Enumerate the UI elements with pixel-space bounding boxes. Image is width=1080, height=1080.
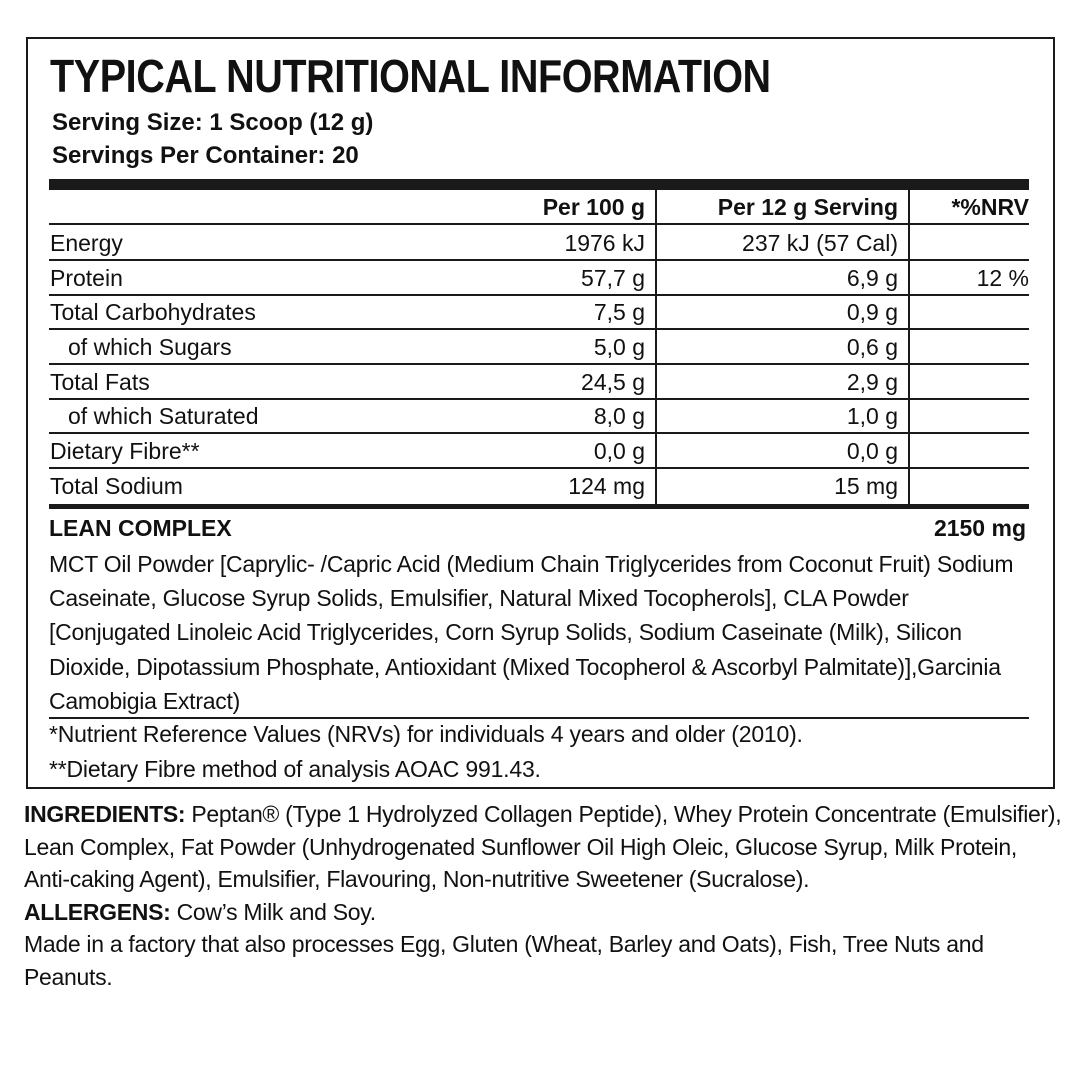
per-100g-value: 8,0 g xyxy=(593,403,645,429)
ingredients-paragraph xyxy=(24,798,1064,896)
lean-complex-amount: 2150 mg xyxy=(933,515,1026,541)
per-100g-value: 1976 kJ xyxy=(564,230,645,256)
top-thick-rule xyxy=(49,179,1029,190)
table-row xyxy=(49,434,1029,469)
table-header-row xyxy=(49,190,1029,225)
per-100g-value: 0,0 g xyxy=(593,438,645,464)
per-100g-value: 124 mg xyxy=(568,473,645,499)
nutrient-name: Total Sodium xyxy=(50,473,183,499)
nutrient-name: Total Fats xyxy=(50,369,150,395)
row-divider xyxy=(49,223,1029,225)
per-100g-value: 7,5 g xyxy=(593,299,645,325)
per-serving-value: 0,6 g xyxy=(846,334,898,360)
nutrient-name: Total Carbohydrates xyxy=(50,299,256,325)
ingredients-text: Peptan® (Type 1 Hydrolyzed Collagen Peptide), Whey Protein Concentrate (Emulsifier), Lean Complex, Fat Powder (Unhydrogenated Sunflower Oil High Oleic, Glucose Syrup, Milk Protein, Anti-caking Agent), Emulsifier, Flavouring, Non-nutritive Sweetener (Sucralose). xyxy=(24,801,1062,892)
table-row xyxy=(49,330,1029,365)
serving-size: Serving Size: 1 Scoop (12 g) xyxy=(52,109,374,136)
table-row xyxy=(49,295,1029,330)
nutrient-name: of which Sugars xyxy=(68,334,232,360)
allergens-text: Cow’s Milk and Soy. xyxy=(170,898,376,925)
ingredients-label: INGREDIENTS: xyxy=(24,801,186,827)
per-serving-value: 0,0 g xyxy=(846,438,898,464)
nutrient-name: Dietary Fibre** xyxy=(50,438,200,464)
table-row xyxy=(49,399,1029,434)
per-100g-value: 57,7 g xyxy=(581,265,645,291)
label-title: TYPICAL NUTRITIONAL INFORMATION xyxy=(50,50,771,102)
footnote-rule xyxy=(49,717,1029,719)
per-serving-value: 2,9 g xyxy=(846,369,898,395)
per-serving-value: 1,0 g xyxy=(846,403,898,429)
factory-note: Made in a factory that also processes Egg, Gluten (Wheat, Barley and Oats), Fish, Tree Nuts and Peanuts. xyxy=(24,931,984,990)
nutrition-table xyxy=(49,190,1029,504)
per-100g-value: 5,0 g xyxy=(593,334,645,360)
header-per-serving: Per 12 g Serving xyxy=(717,194,898,220)
header-nrv: *%NRV xyxy=(951,194,1029,220)
footnote-nrv: *Nutrient Reference Values (NRVs) for individuals 4 years and older (2010). xyxy=(49,721,803,747)
footnote-fibre: **Dietary Fibre method of analysis AOAC 991.43. xyxy=(49,756,541,782)
allergens-label: ALLERGENS: xyxy=(24,898,171,925)
servings-per-container: Servings Per Container: 20 xyxy=(52,142,359,169)
table-row xyxy=(49,469,1029,504)
nutrient-name: of which Saturated xyxy=(68,403,259,429)
nrv-value: 12 % xyxy=(976,265,1029,291)
header-per-100g: Per 100 g xyxy=(542,194,645,220)
nutrient-name: Protein xyxy=(50,265,123,291)
lean-complex-title: LEAN COMPLEX xyxy=(49,515,232,541)
table-row xyxy=(49,365,1029,400)
allergens-paragraph xyxy=(24,896,1064,929)
per-serving-value: 237 kJ (57 Cal) xyxy=(742,230,898,256)
ingredients-section xyxy=(24,798,1064,993)
mid-thick-rule xyxy=(49,504,1029,509)
table-row xyxy=(49,261,1029,296)
per-serving-value: 15 mg xyxy=(834,473,898,499)
per-serving-value: 0,9 g xyxy=(846,299,898,325)
lean-complex-description: MCT Oil Powder [Caprylic- /Capric Acid (Medium Chain Triglycerides from Coconut Fruit) Sodium Caseinate, Glucose Syrup Solids, Emulsifier, Natural Mixed Tocopherols], CLA Powder [Conjugated Linoleic Acid Triglycerides, Corn Syrup Solids, Sodium Caseinate (Milk), Silicon Dioxide, Dipotassium Phosphate, Antioxidant (Mixed Tocopherol & Ascorbyl Palmitate)],Garcinia Camobigia Extract) xyxy=(49,551,1014,714)
per-serving-value: 6,9 g xyxy=(846,265,898,291)
nutrition-label xyxy=(26,37,1055,789)
nutrient-name: Energy xyxy=(50,230,123,256)
table-row xyxy=(49,226,1029,261)
per-100g-value: 24,5 g xyxy=(581,369,645,395)
